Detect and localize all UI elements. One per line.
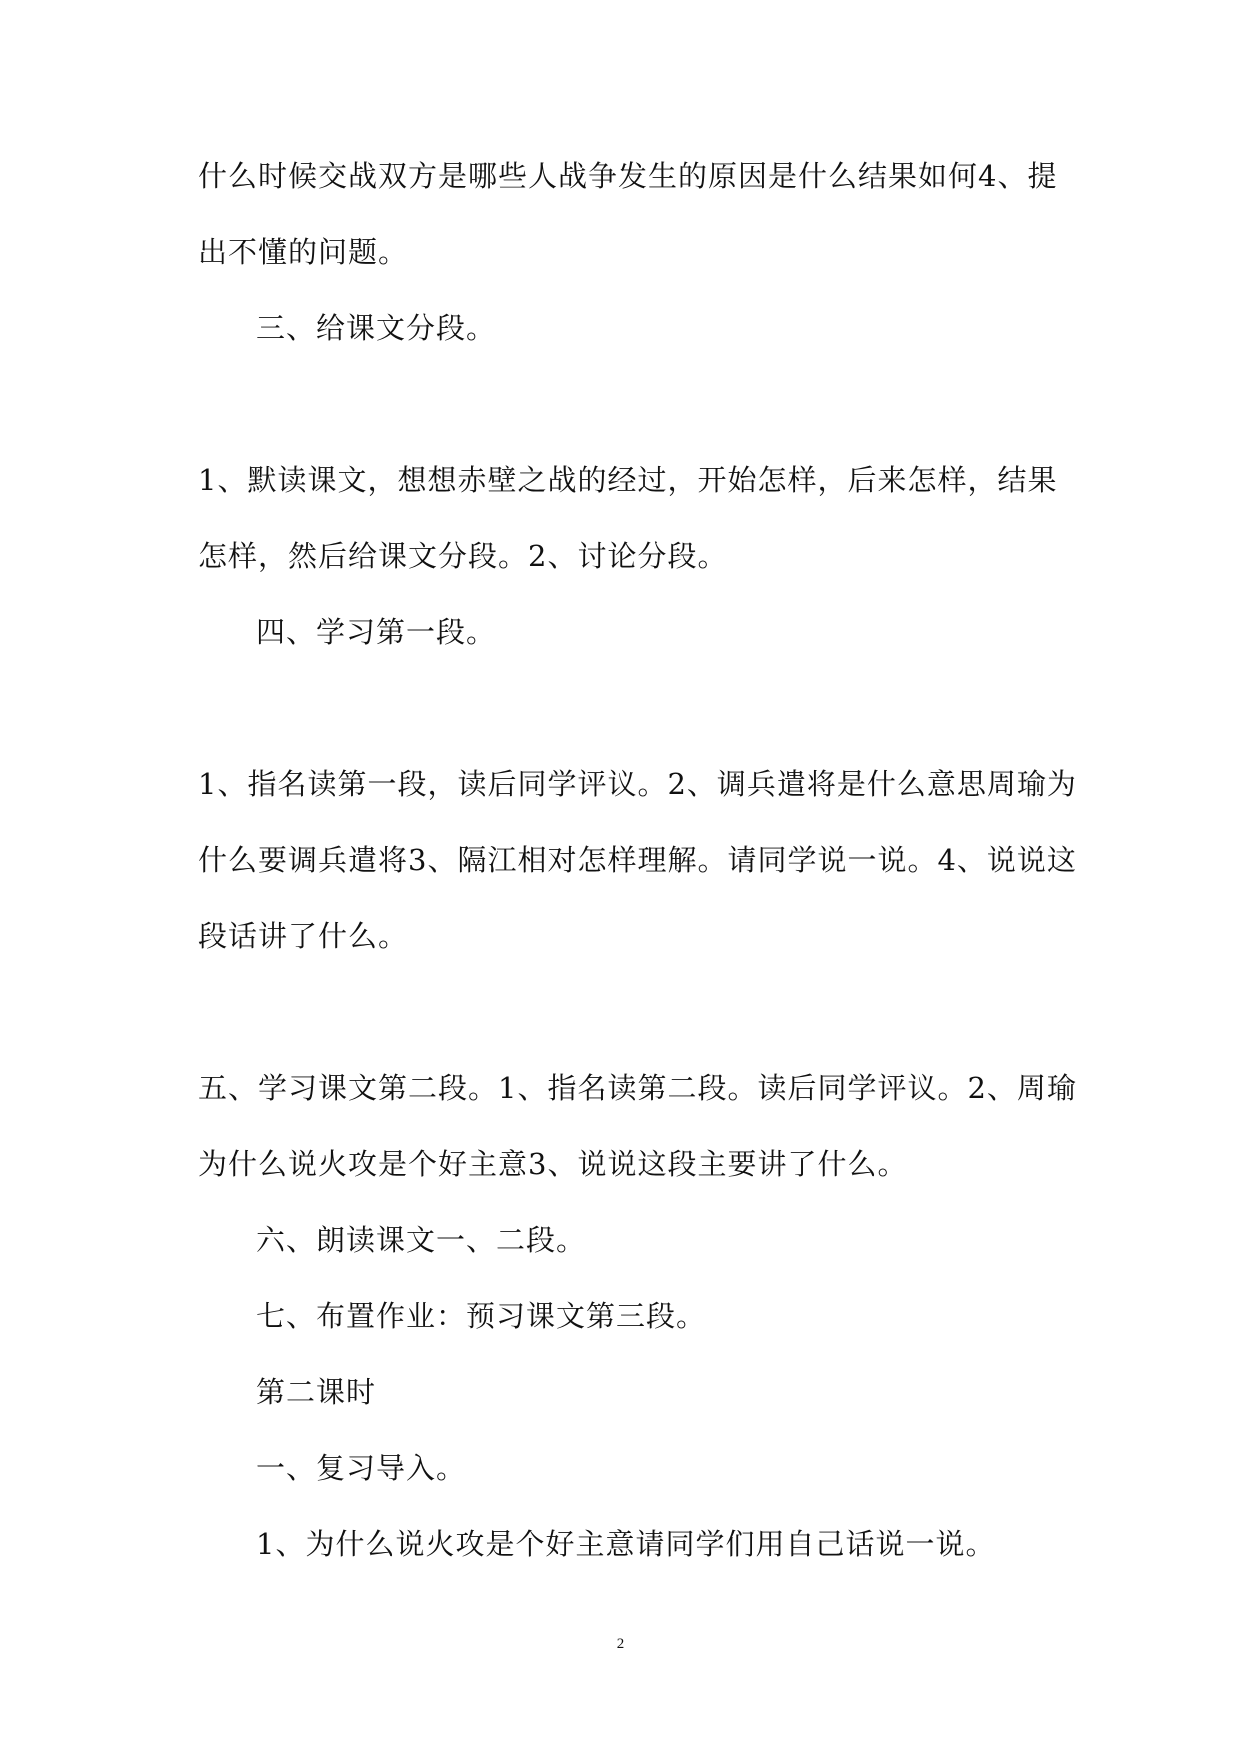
text-line: 为什么说火攻是个好主意3、说说这段主要讲了什么。 [198,1147,908,1181]
text-line: 五、学习课文第二段。1、指名读第二段。读后同学评议。2、周瑜 [198,1071,1077,1105]
text-line: 什么要调兵遣将3、隔江相对怎样理解。请同学说一说。4、说说这 [198,843,1077,877]
section-heading: 六、朗读课文一、二段。 [256,1223,587,1257]
page-number: 2 [616,1636,625,1652]
text-line: 1、为什么说火攻是个好主意请同学们用自己话说一说。 [256,1527,996,1561]
text-line: 怎样，然后给课文分段。2、讨论分段。 [198,539,728,573]
lesson-heading: 第二课时 [256,1375,377,1409]
text-line: 出不懂的问题。 [198,235,409,269]
text-line: 什么时候交战双方是哪些人战争发生的原因是什么结果如何4、提 [198,159,1058,193]
section-heading: 一、复习导入。 [256,1451,467,1485]
text-line: 段话讲了什么。 [198,919,409,953]
section-heading: 四、学习第一段。 [256,615,497,649]
text-line: 1、默读课文，想想赤壁之战的经过，开始怎样，后来怎样，结果 [198,463,1058,497]
text-line: 1、指名读第一段，读后同学评议。2、调兵遣将是什么意思周瑜为 [198,767,1077,801]
section-heading: 三、给课文分段。 [256,311,497,345]
section-heading: 七、布置作业：预习课文第三段。 [256,1299,707,1333]
